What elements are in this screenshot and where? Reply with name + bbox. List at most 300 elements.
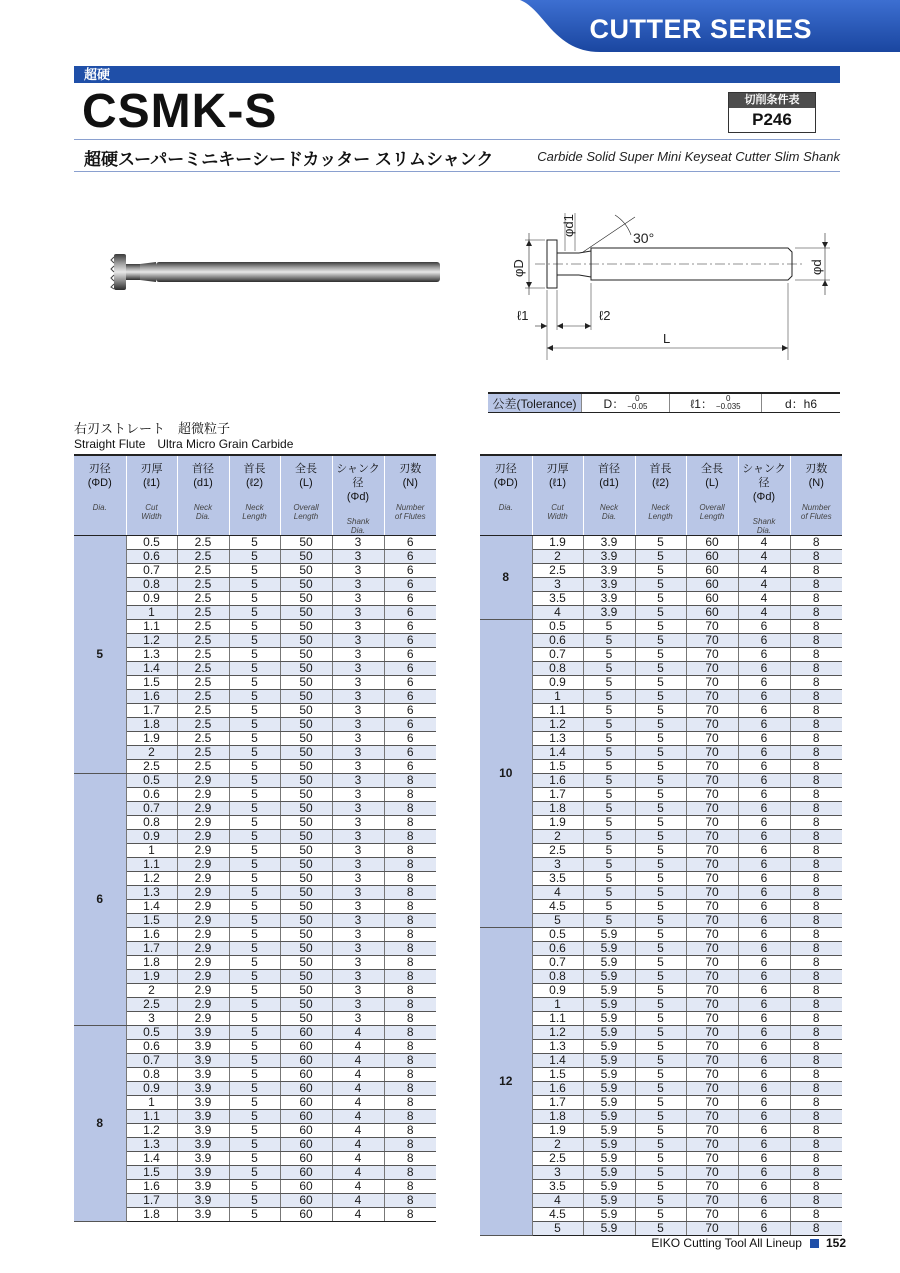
table-cell: 50 — [280, 872, 332, 886]
table-cell: 8 — [790, 760, 842, 774]
table-cell: 1 — [126, 606, 177, 620]
table-cell: 6 — [738, 914, 790, 928]
table-cell: 5 — [635, 592, 686, 606]
table-row — [480, 1180, 842, 1194]
table-cell: 50 — [280, 732, 332, 746]
table-cell: 5 — [229, 536, 280, 550]
table-cell: 5 — [583, 774, 635, 788]
table-cell: 3.9 — [177, 1096, 229, 1110]
table-cell: 50 — [280, 998, 332, 1012]
table-cell: 5 — [635, 564, 686, 578]
table-cell: 8 — [790, 1124, 842, 1138]
table-cell: 5 — [583, 718, 635, 732]
table-row — [74, 886, 436, 900]
table-cell: 5 — [229, 732, 280, 746]
table-cell: 6 — [738, 760, 790, 774]
table-cell: 3 — [332, 858, 384, 872]
table-cell: 8 — [790, 984, 842, 998]
table-row — [480, 1096, 842, 1110]
table-cell: 8 — [384, 1138, 436, 1152]
table-row — [480, 788, 842, 802]
table-cell: 5 — [229, 802, 280, 816]
column-header — [229, 455, 280, 536]
table-cell: 2.9 — [177, 970, 229, 984]
table-row — [74, 1208, 436, 1222]
table-cell: 5 — [635, 984, 686, 998]
table-cell: 5.9 — [583, 1124, 635, 1138]
table-row — [74, 900, 436, 914]
table-cell: 2.5 — [177, 690, 229, 704]
table-row — [480, 620, 842, 634]
table-row — [480, 690, 842, 704]
table-cell: 8 — [384, 788, 436, 802]
cutting-conditions-title: 切削条件表 — [729, 93, 815, 108]
table-cell: 6 — [738, 830, 790, 844]
column-header-jp: 刃数 (N) — [805, 463, 828, 489]
table-row — [480, 774, 842, 788]
table-cell: 8 — [790, 858, 842, 872]
table-cell: 70 — [686, 998, 738, 1012]
column-header-en: Shank Dia. — [346, 517, 370, 535]
table-cell: 2.9 — [177, 1012, 229, 1026]
column-header-en: Overall Length — [699, 503, 725, 521]
table-row — [480, 1166, 842, 1180]
column-header-jp: 刃厚 (ℓ1) — [140, 463, 163, 489]
table-cell: 5 — [583, 676, 635, 690]
table-row — [74, 1040, 436, 1054]
table-cell: 8 — [384, 872, 436, 886]
table-cell: 0.9 — [532, 676, 583, 690]
table-cell: 5 — [229, 788, 280, 802]
table-cell: 5.9 — [583, 942, 635, 956]
table-cell: 2 — [126, 746, 177, 760]
table-cell: 5.9 — [583, 1054, 635, 1068]
table-cell: 50 — [280, 984, 332, 998]
table-cell: 1.2 — [532, 718, 583, 732]
table-cell: 5 — [635, 690, 686, 704]
table-cell: 2.5 — [126, 760, 177, 774]
table-cell: 6 — [738, 998, 790, 1012]
table-cell: 5 — [229, 1180, 280, 1194]
table-cell: 6 — [738, 1082, 790, 1096]
table-cell: 2 — [532, 830, 583, 844]
table-cell: 3.9 — [177, 1152, 229, 1166]
table-cell: 3 — [532, 1166, 583, 1180]
table-cell: 70 — [686, 704, 738, 718]
table-row — [74, 970, 436, 984]
table-cell: 8 — [790, 648, 842, 662]
table-cell: 3 — [332, 886, 384, 900]
table-row — [74, 746, 436, 760]
table-row — [480, 1026, 842, 1040]
table-cell: 8 — [384, 1166, 436, 1180]
table-cell: 4 — [738, 592, 790, 606]
flute-type-jp: 右刃ストレート 超微粒子 — [74, 421, 231, 436]
table-cell: 5 — [229, 578, 280, 592]
table-cell: 5 — [229, 900, 280, 914]
table-row — [480, 1222, 842, 1236]
table-cell: 70 — [686, 1152, 738, 1166]
table-cell: 4 — [532, 1194, 583, 1208]
table-row — [480, 592, 842, 606]
column-header-jp: 全長 (L) — [701, 463, 723, 489]
table-cell: 5 — [229, 718, 280, 732]
table-row — [74, 844, 436, 858]
table-row — [74, 1068, 436, 1082]
table-cell: 0.9 — [126, 830, 177, 844]
table-cell: 8 — [790, 1194, 842, 1208]
table-cell: 6 — [384, 634, 436, 648]
table-cell: 6 — [738, 620, 790, 634]
table-cell: 1.9 — [532, 816, 583, 830]
table-cell: 1.2 — [126, 1124, 177, 1138]
table-row — [74, 830, 436, 844]
table-cell: 6 — [738, 732, 790, 746]
table-cell: 8 — [384, 1124, 436, 1138]
table-cell: 70 — [686, 830, 738, 844]
table-cell: 8 — [384, 1110, 436, 1124]
table-row — [480, 984, 842, 998]
table-cell: 4 — [738, 550, 790, 564]
table-cell: 5 — [229, 816, 280, 830]
table-cell: 70 — [686, 1082, 738, 1096]
table-cell: 1.7 — [126, 942, 177, 956]
table-cell: 5.9 — [583, 1068, 635, 1082]
table-cell: 8 — [790, 704, 842, 718]
table-cell: 6 — [384, 746, 436, 760]
table-cell: 4 — [332, 1096, 384, 1110]
table-cell: 3.5 — [532, 592, 583, 606]
table-cell: 6 — [738, 1040, 790, 1054]
shank-dia-label: φd — [809, 259, 824, 275]
table-cell: 60 — [280, 1054, 332, 1068]
column-header-jp: 刃厚 (ℓ1) — [546, 463, 569, 489]
table-cell: 6 — [738, 1096, 790, 1110]
table-cell: 5 — [583, 662, 635, 676]
table-cell: 1.1 — [532, 704, 583, 718]
page-footer — [651, 1236, 846, 1250]
title-divider — [74, 171, 840, 172]
column-header — [126, 455, 177, 536]
table-cell: 70 — [686, 1026, 738, 1040]
table-cell: 2.5 — [177, 662, 229, 676]
table-cell: 5 — [583, 886, 635, 900]
table-cell: 4.5 — [532, 900, 583, 914]
table-cell: 1.3 — [126, 886, 177, 900]
table-cell: 4 — [738, 536, 790, 550]
table-cell: 2.9 — [177, 928, 229, 942]
table-cell: 50 — [280, 956, 332, 970]
table-cell: 8 — [790, 732, 842, 746]
table-cell: 0.5 — [532, 620, 583, 634]
table-cell: 5 — [635, 942, 686, 956]
table-cell: 5 — [229, 956, 280, 970]
table-cell: 5 — [635, 578, 686, 592]
table-cell: 4 — [332, 1110, 384, 1124]
table-cell: 5 — [229, 676, 280, 690]
cutting-conditions-page[interactable]: P246 — [752, 110, 792, 129]
table-row — [74, 1082, 436, 1096]
table-row — [74, 914, 436, 928]
table-cell: 60 — [280, 1138, 332, 1152]
table-cell: 4 — [332, 1208, 384, 1222]
angle-label: 30° — [633, 230, 655, 246]
table-cell: 0.6 — [532, 634, 583, 648]
table-cell: 2.5 — [177, 550, 229, 564]
table-row — [480, 914, 842, 928]
table-row — [74, 1180, 436, 1194]
table-cell: 3 — [332, 690, 384, 704]
table-cell: 5 — [583, 914, 635, 928]
table-cell: 0.8 — [126, 578, 177, 592]
table-row — [74, 1110, 436, 1124]
table-cell: 5 — [229, 634, 280, 648]
table-cell: 3 — [332, 956, 384, 970]
category-label: 超硬 — [74, 66, 840, 83]
table-cell: 2.9 — [177, 956, 229, 970]
table-cell: 2.9 — [177, 886, 229, 900]
table-row — [74, 956, 436, 970]
table-cell: 70 — [686, 690, 738, 704]
table-cell: 70 — [686, 774, 738, 788]
table-cell: 8 — [790, 1138, 842, 1152]
table-cell: 6 — [738, 1194, 790, 1208]
table-cell: 5 — [229, 1082, 280, 1096]
table-cell: 2.5 — [177, 592, 229, 606]
table-cell: 8 — [384, 1096, 436, 1110]
table-cell: 0.7 — [126, 802, 177, 816]
table-cell: 4 — [532, 886, 583, 900]
table-cell: 4 — [332, 1152, 384, 1166]
table-cell: 0.5 — [126, 1026, 177, 1040]
table-cell: 5.9 — [583, 1194, 635, 1208]
table-row — [480, 1068, 842, 1082]
column-header-jp: シャンク径 (Φd) — [336, 463, 380, 503]
footer-square-icon — [810, 1239, 819, 1248]
product-title-en: Carbide Solid Super Mini Keyseat Cutter Slim Shank — [537, 149, 840, 164]
table-cell: 8 — [790, 956, 842, 970]
table-cell: 70 — [686, 1194, 738, 1208]
table-cell: 4 — [738, 564, 790, 578]
table-cell: 0.8 — [532, 970, 583, 984]
table-cell: 6 — [738, 1208, 790, 1222]
table-cell: 5 — [229, 550, 280, 564]
table-row — [480, 928, 842, 942]
table-cell: 3 — [532, 858, 583, 872]
table-cell: 1.3 — [126, 1138, 177, 1152]
table-cell: 70 — [686, 970, 738, 984]
column-header-en: Overall Length — [293, 503, 319, 521]
table-cell: 6 — [384, 718, 436, 732]
table-row — [74, 984, 436, 998]
table-cell: 3 — [332, 578, 384, 592]
table-cell: 5 — [583, 900, 635, 914]
table-cell: 3 — [332, 536, 384, 550]
table-cell: 1.2 — [532, 1026, 583, 1040]
table-cell: 4 — [332, 1194, 384, 1208]
table-cell: 2.9 — [177, 802, 229, 816]
table-cell: 70 — [686, 942, 738, 956]
table-row — [74, 690, 436, 704]
table-cell: 5 — [635, 746, 686, 760]
table-cell: 5 — [229, 704, 280, 718]
table-cell: 0.6 — [532, 942, 583, 956]
table-cell: 3 — [332, 900, 384, 914]
table-cell: 0.6 — [126, 1040, 177, 1054]
table-cell: 5 — [229, 886, 280, 900]
table-cell: 6 — [384, 704, 436, 718]
table-cell: 2.9 — [177, 858, 229, 872]
table-cell: 8 — [790, 802, 842, 816]
table-cell: 5 — [635, 830, 686, 844]
table-cell: 2.9 — [177, 774, 229, 788]
table-cell: 5 — [635, 816, 686, 830]
table-cell: 5 — [229, 662, 280, 676]
table-cell: 5 — [635, 1138, 686, 1152]
table-cell: 50 — [280, 536, 332, 550]
table-cell: 3.9 — [583, 550, 635, 564]
table-cell: 1.4 — [126, 662, 177, 676]
table-cell: 70 — [686, 788, 738, 802]
table-cell: 8 — [790, 536, 842, 550]
column-header-en: Number of Flutes — [800, 503, 832, 521]
table-cell: 4 — [738, 606, 790, 620]
table-cell: 5 — [635, 1054, 686, 1068]
table-cell: 2.5 — [532, 1152, 583, 1166]
table-cell: 8 — [384, 802, 436, 816]
table-cell: 2.5 — [177, 606, 229, 620]
table-cell: 1.6 — [126, 928, 177, 942]
table-cell: 0.7 — [126, 564, 177, 578]
table-cell: 1.6 — [532, 1082, 583, 1096]
table-cell: 0.6 — [126, 788, 177, 802]
table-cell: 3.9 — [177, 1180, 229, 1194]
table-row — [74, 606, 436, 620]
table-cell: 6 — [738, 1180, 790, 1194]
table-cell: 5 — [635, 998, 686, 1012]
table-cell: 2.5 — [177, 578, 229, 592]
table-cell: 2.9 — [177, 914, 229, 928]
table-row — [74, 1054, 436, 1068]
table-row — [74, 928, 436, 942]
table-cell: 5 — [229, 1054, 280, 1068]
table-cell: 3 — [332, 928, 384, 942]
table-cell: 3.9 — [177, 1194, 229, 1208]
table-cell: 50 — [280, 830, 332, 844]
table-cell: 1.6 — [126, 690, 177, 704]
table-row — [480, 648, 842, 662]
table-cell: 5 — [229, 1138, 280, 1152]
table-cell: 3.9 — [583, 536, 635, 550]
table-cell: 8 — [790, 1096, 842, 1110]
table-cell: 70 — [686, 1208, 738, 1222]
table-cell: 60 — [280, 1082, 332, 1096]
table-cell: 1.9 — [532, 1124, 583, 1138]
table-cell: 8 — [790, 676, 842, 690]
table-cell: 5 — [635, 1012, 686, 1026]
table-row — [74, 998, 436, 1012]
tolerance-label: 公差(Tolerance) — [488, 394, 582, 412]
table-cell: 5 — [635, 620, 686, 634]
table-cell: 60 — [280, 1026, 332, 1040]
table-cell: 5 — [229, 1068, 280, 1082]
table-cell: 6 — [738, 1152, 790, 1166]
overall-length-label: L — [663, 331, 671, 346]
table-cell: 8 — [790, 844, 842, 858]
table-cell: 3 — [332, 564, 384, 578]
table-cell: 50 — [280, 802, 332, 816]
table-cell: 3 — [332, 774, 384, 788]
table-cell: 6 — [384, 662, 436, 676]
table-cell: 2.9 — [177, 872, 229, 886]
table-cell: 5 — [635, 662, 686, 676]
column-header-en: Number of Flutes — [394, 503, 426, 521]
table-cell: 70 — [686, 1068, 738, 1082]
footer-text: EIKO Cutting Tool All Lineup — [651, 1236, 802, 1250]
table-cell: 50 — [280, 578, 332, 592]
table-cell: 5 — [583, 788, 635, 802]
table-cell: 3.9 — [177, 1026, 229, 1040]
table-row — [74, 1026, 436, 1040]
table-cell: 8 — [790, 914, 842, 928]
table-cell: 5 — [229, 620, 280, 634]
table-cell: 8 — [384, 858, 436, 872]
column-header-jp: 全長 (L) — [295, 463, 317, 489]
table-row — [480, 718, 842, 732]
table-cell: 5 — [229, 998, 280, 1012]
table-cell: 8 — [790, 1222, 842, 1236]
table-cell: 1.8 — [126, 1208, 177, 1222]
table-row — [74, 634, 436, 648]
table-cell: 3.5 — [532, 1180, 583, 1194]
table-cell: 8 — [384, 1026, 436, 1040]
table-cell: 5 — [229, 970, 280, 984]
tolerance-l1: ℓ1： 0 −0.035 — [670, 394, 762, 412]
table-cell: 0.6 — [126, 550, 177, 564]
table-cell: 5 — [635, 886, 686, 900]
dia-group-cell: 12 — [480, 928, 532, 1236]
table-cell: 8 — [384, 998, 436, 1012]
table-cell: 6 — [738, 1166, 790, 1180]
table-cell: 50 — [280, 1012, 332, 1026]
table-cell: 3 — [332, 970, 384, 984]
table-cell: 5 — [583, 746, 635, 760]
table-cell: 50 — [280, 886, 332, 900]
table-cell: 3.9 — [583, 592, 635, 606]
table-cell: 1.2 — [126, 872, 177, 886]
table-cell: 5 — [583, 830, 635, 844]
table-cell: 3 — [332, 914, 384, 928]
table-cell: 3 — [332, 592, 384, 606]
table-cell: 5 — [635, 858, 686, 872]
table-cell: 3.9 — [177, 1068, 229, 1082]
table-row — [74, 648, 436, 662]
table-cell: 2.5 — [177, 676, 229, 690]
column-header-jp: 刃径 (ΦD) — [493, 463, 518, 489]
table-cell: 4 — [332, 1040, 384, 1054]
table-cell: 8 — [790, 788, 842, 802]
table-cell: 60 — [280, 1110, 332, 1124]
table-cell: 5 — [635, 956, 686, 970]
table-cell: 5 — [229, 690, 280, 704]
table-cell: 60 — [686, 606, 738, 620]
cutting-conditions-ref[interactable] — [728, 92, 816, 133]
table-row — [480, 858, 842, 872]
table-cell: 8 — [384, 900, 436, 914]
table-cell: 8 — [790, 1110, 842, 1124]
table-cell: 1.4 — [126, 900, 177, 914]
table-cell: 8 — [790, 690, 842, 704]
